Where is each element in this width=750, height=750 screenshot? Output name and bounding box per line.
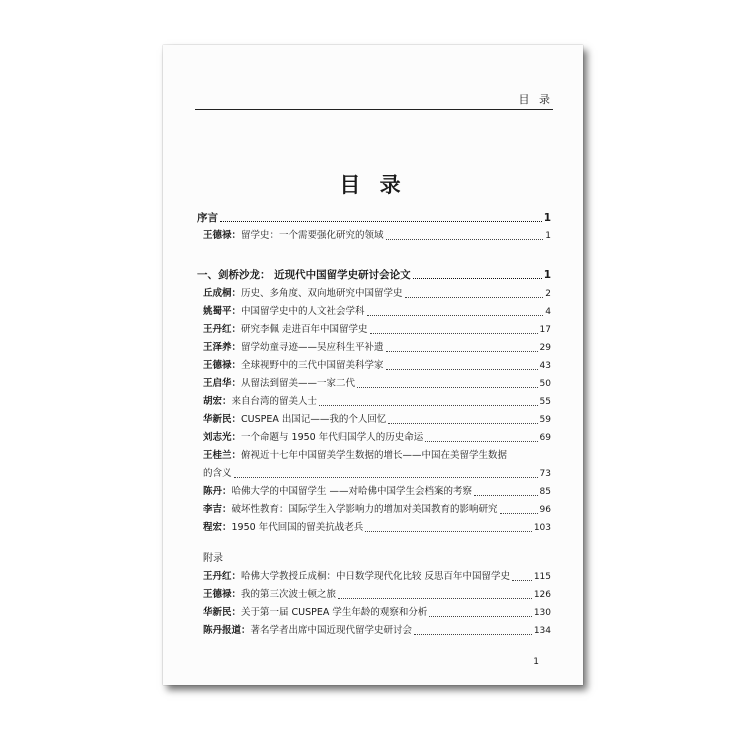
entry-page: 59: [539, 415, 551, 425]
page-number: 1: [533, 657, 539, 667]
entry-page: 29: [539, 343, 551, 353]
entry-title: 俯视近十七年中国留美学生数据的增长——中国在美留学生数据: [241, 450, 508, 461]
toc-entry: [203, 304, 551, 320]
dot-leader: [474, 484, 538, 496]
entry-page: 126: [533, 590, 551, 600]
running-head: 目 录: [195, 91, 553, 110]
toc-entry: [203, 358, 551, 374]
entry-author: 姚蜀平：: [203, 306, 242, 317]
entry-author: 王德禄：: [203, 589, 242, 600]
dot-leader: [500, 502, 538, 514]
section-label: 一、剑桥沙龙： 近现代中国留学史研讨会论文: [197, 269, 411, 281]
entry-title: 中国留学史中的人文社会学科: [241, 306, 365, 317]
dot-leader: [370, 322, 538, 334]
dot-leader: [367, 304, 544, 316]
entry-author: 王泽养：: [203, 342, 242, 353]
entry-title: 留学史：一个需要强化研究的领域: [241, 230, 384, 241]
dot-leader: [365, 520, 532, 532]
toc-entry-continued: [203, 466, 551, 482]
entry-author: 胡宏：: [203, 396, 232, 407]
entry-page: 134: [533, 626, 551, 636]
toc-entry: [203, 587, 551, 603]
toc-entry: [203, 448, 551, 464]
dot-leader: [429, 605, 531, 617]
toc-entry: [203, 430, 551, 446]
dot-leader: [220, 210, 542, 222]
entry-title: 关于第一届 CUSPEA 学生年龄的观察和分析: [241, 607, 428, 618]
entry-author: 王丹红：: [203, 324, 242, 335]
entry-author: 程宏：: [203, 522, 232, 533]
entry-page: 130: [533, 608, 551, 618]
dot-leader: [512, 569, 532, 581]
entry-page: 103: [533, 523, 551, 533]
entry-author: 陈丹报道：: [203, 625, 251, 636]
toc-entry: [203, 520, 551, 536]
entry-title: 哈佛大学的中国留学生 ——对哈佛中国学生会档案的考察: [231, 486, 473, 497]
entry-title: 著名学者出席中国近现代留学史研讨会: [250, 625, 413, 636]
entry-author: 王德禄：: [203, 360, 242, 371]
entry-page: 85: [539, 487, 551, 497]
entry-title: 历史、多角度、双向地研究中国留学史: [241, 288, 403, 299]
entry-page: 2: [545, 289, 551, 299]
entry-title: 我的第三次波士顿之旅: [241, 589, 337, 600]
entry-page: 17: [539, 325, 551, 335]
entry-author: 王丹红：: [203, 571, 242, 582]
dot-leader: [386, 358, 538, 370]
toc-entry: [203, 286, 551, 302]
entry-author: 王桂兰：: [203, 450, 242, 461]
entry-title: 全球视野中的三代中国留美科学家: [241, 360, 384, 371]
entry-author: 华新民：: [203, 607, 242, 618]
entry-title: 的含义: [203, 468, 232, 479]
toc-preface: [197, 210, 551, 226]
entry-author: 华新民：: [203, 414, 242, 425]
dot-leader: [386, 228, 544, 240]
entry-title: 研究李佩 走进百年中国留学史: [241, 324, 368, 335]
entry-page: 4: [545, 307, 551, 317]
toc-entry: [203, 412, 551, 428]
entry-page: 115: [533, 572, 551, 582]
dot-leader: [234, 466, 538, 478]
section-page: 1: [543, 269, 551, 281]
dot-leader: [386, 340, 538, 352]
toc-entry: [203, 623, 551, 639]
appendix-heading: 附录: [203, 553, 223, 564]
dot-leader: [414, 623, 532, 635]
entry-author: 丘成桐：: [203, 288, 242, 299]
entry-title: 一个命题与 1950 年代归国学人的历史命运: [241, 432, 424, 443]
toc-entry: [203, 502, 551, 518]
entry-page: 73: [539, 469, 551, 479]
preface-page: 1: [543, 212, 551, 224]
entry-author: 李吉：: [203, 504, 232, 515]
entry-author: 陈丹：: [203, 486, 232, 497]
entry-page: 69: [539, 433, 551, 443]
toc-title: 目 录: [339, 173, 407, 197]
entry-page: 43: [539, 361, 551, 371]
dot-leader: [405, 286, 544, 298]
entry-title: 来自台湾的留美人士: [231, 396, 318, 407]
toc-section-1: [197, 267, 551, 283]
dot-leader: [425, 430, 537, 442]
entry-page: 1: [545, 231, 551, 241]
toc-entry: [203, 340, 551, 356]
entry-author: 王德禄：: [203, 230, 242, 241]
dot-leader: [413, 267, 542, 279]
toc-entry: [203, 569, 551, 585]
toc-entry: [203, 394, 551, 410]
entry-page: 96: [539, 505, 551, 515]
entry-author: 刘志光：: [203, 432, 242, 443]
entry-title: 破坏性教育：国际学生入学影响力的增加对美国教育的影响研究: [231, 504, 498, 515]
toc-entry: [203, 322, 551, 338]
entry-page: 55: [539, 397, 551, 407]
toc-entry: [203, 376, 551, 392]
entry-title: CUSPEA 出国记——我的个人回忆: [241, 414, 387, 425]
book-page: [163, 45, 583, 685]
entry-author: 王启华：: [203, 378, 242, 389]
entry-title: 留学幼童寻迹——吴应科生平补遗: [241, 342, 384, 353]
toc-entry: [203, 228, 551, 244]
entry-title: 从留法到留美——一家二代: [241, 378, 356, 389]
dot-leader: [319, 394, 538, 406]
dot-leader: [357, 376, 538, 388]
preface-label: 序言: [197, 212, 218, 224]
entry-title: 哈佛大学教授丘成桐：中日数学现代化比较 反思百年中国留学史: [241, 571, 511, 582]
toc-entry: [203, 484, 551, 500]
dot-leader: [388, 412, 537, 424]
toc-entry: [203, 605, 551, 621]
entry-page: 50: [539, 379, 551, 389]
dot-leader: [338, 587, 532, 599]
entry-title: 1950 年代回国的留美抗战老兵: [231, 522, 364, 533]
